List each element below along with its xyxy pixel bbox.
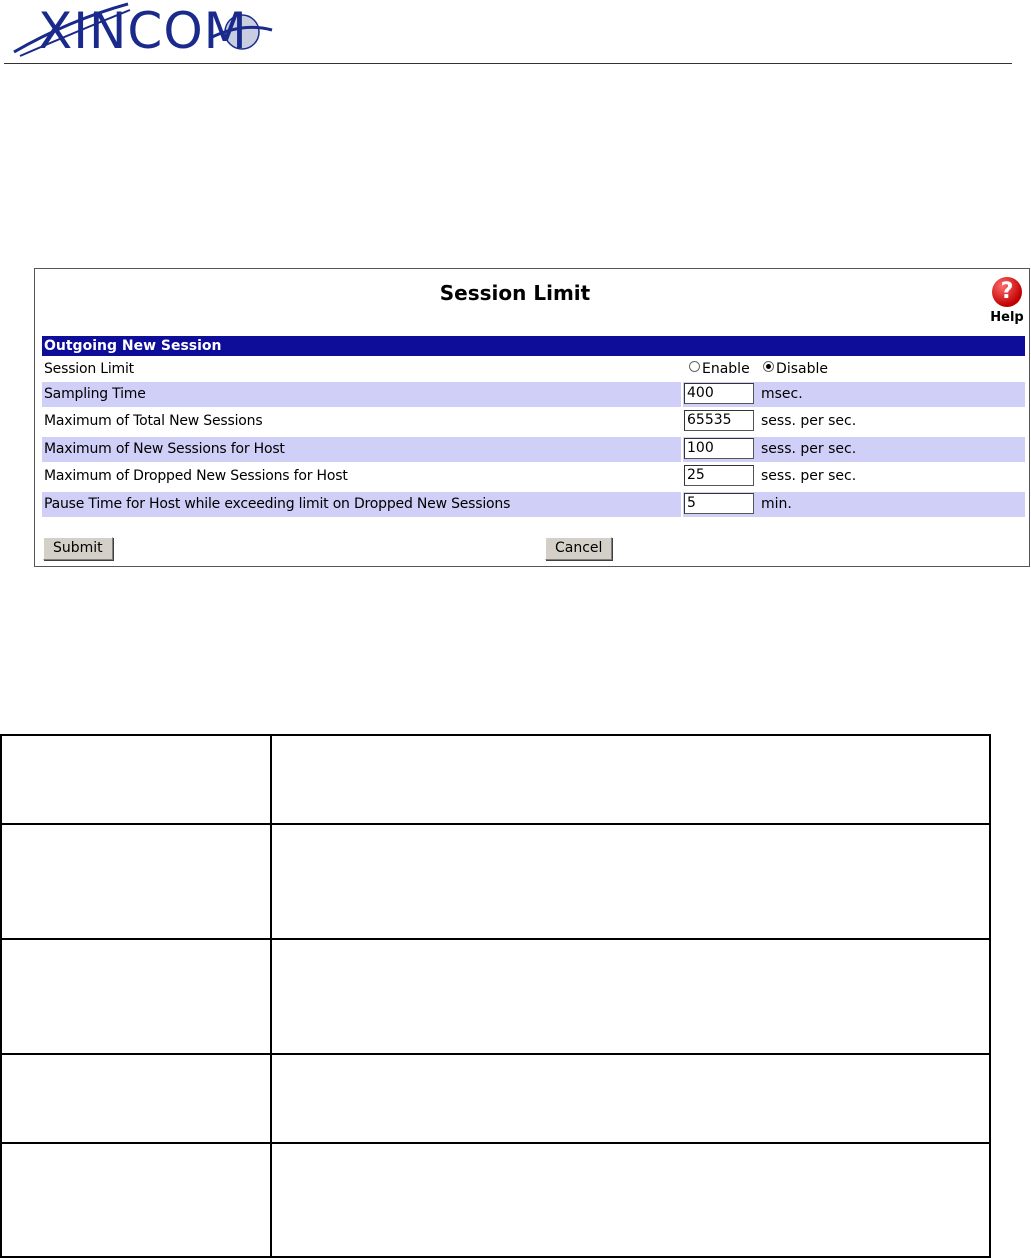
table-cell (1, 1054, 271, 1143)
cell-separator (681, 382, 683, 407)
table-cell (1, 939, 271, 1054)
max-total-sessions-control (683, 409, 1025, 434)
max-host-sessions-control (683, 437, 1025, 462)
header-divider (4, 63, 1012, 64)
table-row (1, 939, 990, 1054)
session-limit-row (42, 357, 1025, 382)
sampling-time-input[interactable]: 400 (684, 383, 754, 404)
cell-separator (681, 492, 683, 517)
max-total-sessions-label: Maximum of Total New Sessions (44, 413, 263, 429)
sampling-time-label: Sampling Time (44, 386, 146, 402)
disable-label[interactable]: Disable (776, 361, 828, 377)
description-table (0, 734, 991, 1258)
session-limit-label: Session Limit (44, 361, 134, 377)
section-header: Outgoing New Session (42, 336, 1025, 356)
pause-time-label: Pause Time for Host while exceeding limit on Dropped New Sessions (44, 496, 511, 512)
xincom-logo (10, 0, 320, 60)
help-button[interactable] (989, 277, 1025, 329)
sampling-time-row (42, 382, 1025, 407)
table-row (1, 1054, 990, 1143)
table-row (1, 1143, 990, 1257)
table-row (1, 824, 990, 939)
max-host-sessions-label: Maximum of New Sessions for Host (44, 441, 285, 457)
logo-text: XINCOM (38, 2, 248, 60)
submit-button[interactable]: Submit (43, 537, 113, 560)
table-cell (1, 824, 271, 939)
session-limit-panel (34, 268, 1030, 567)
session-limit-radio-group (689, 361, 828, 377)
pause-time-unit: min. (761, 496, 792, 512)
enable-radio[interactable] (689, 361, 700, 372)
max-dropped-sessions-label: Maximum of Dropped New Sessions for Host (44, 468, 348, 484)
help-label: Help (990, 310, 1024, 325)
table-row (1, 735, 990, 824)
table-cell (1, 735, 271, 824)
disable-radio[interactable] (763, 361, 774, 372)
sampling-time-unit: msec. (761, 386, 803, 402)
enable-label[interactable]: Enable (702, 361, 750, 377)
help-icon[interactable]: ? (992, 277, 1022, 307)
table-cell (271, 735, 990, 824)
max-dropped-sessions-input[interactable]: 25 (684, 465, 754, 486)
panel-title: Session Limit (439, 281, 591, 305)
pause-time-input[interactable]: 5 (684, 493, 754, 514)
table-cell (271, 1143, 990, 1257)
max-dropped-sessions-control (683, 464, 1025, 489)
sampling-time-control (683, 382, 1025, 407)
max-host-sessions-unit: sess. per sec. (761, 441, 857, 457)
cancel-button[interactable]: Cancel (545, 537, 612, 560)
max-total-sessions-input[interactable]: 65535 (684, 410, 754, 431)
max-total-sessions-row (42, 409, 1025, 434)
pause-time-row (42, 492, 1025, 517)
max-host-sessions-row (42, 437, 1025, 462)
table-cell (271, 1054, 990, 1143)
max-dropped-sessions-unit: sess. per sec. (761, 468, 857, 484)
pause-time-control (683, 492, 1025, 517)
session-limit-control (683, 357, 1025, 382)
table-cell (271, 939, 990, 1054)
max-dropped-sessions-row (42, 464, 1025, 489)
cell-separator (681, 437, 683, 462)
table-cell (1, 1143, 271, 1257)
max-host-sessions-input[interactable]: 100 (684, 438, 754, 459)
max-total-sessions-unit: sess. per sec. (761, 413, 857, 429)
table-cell (271, 824, 990, 939)
